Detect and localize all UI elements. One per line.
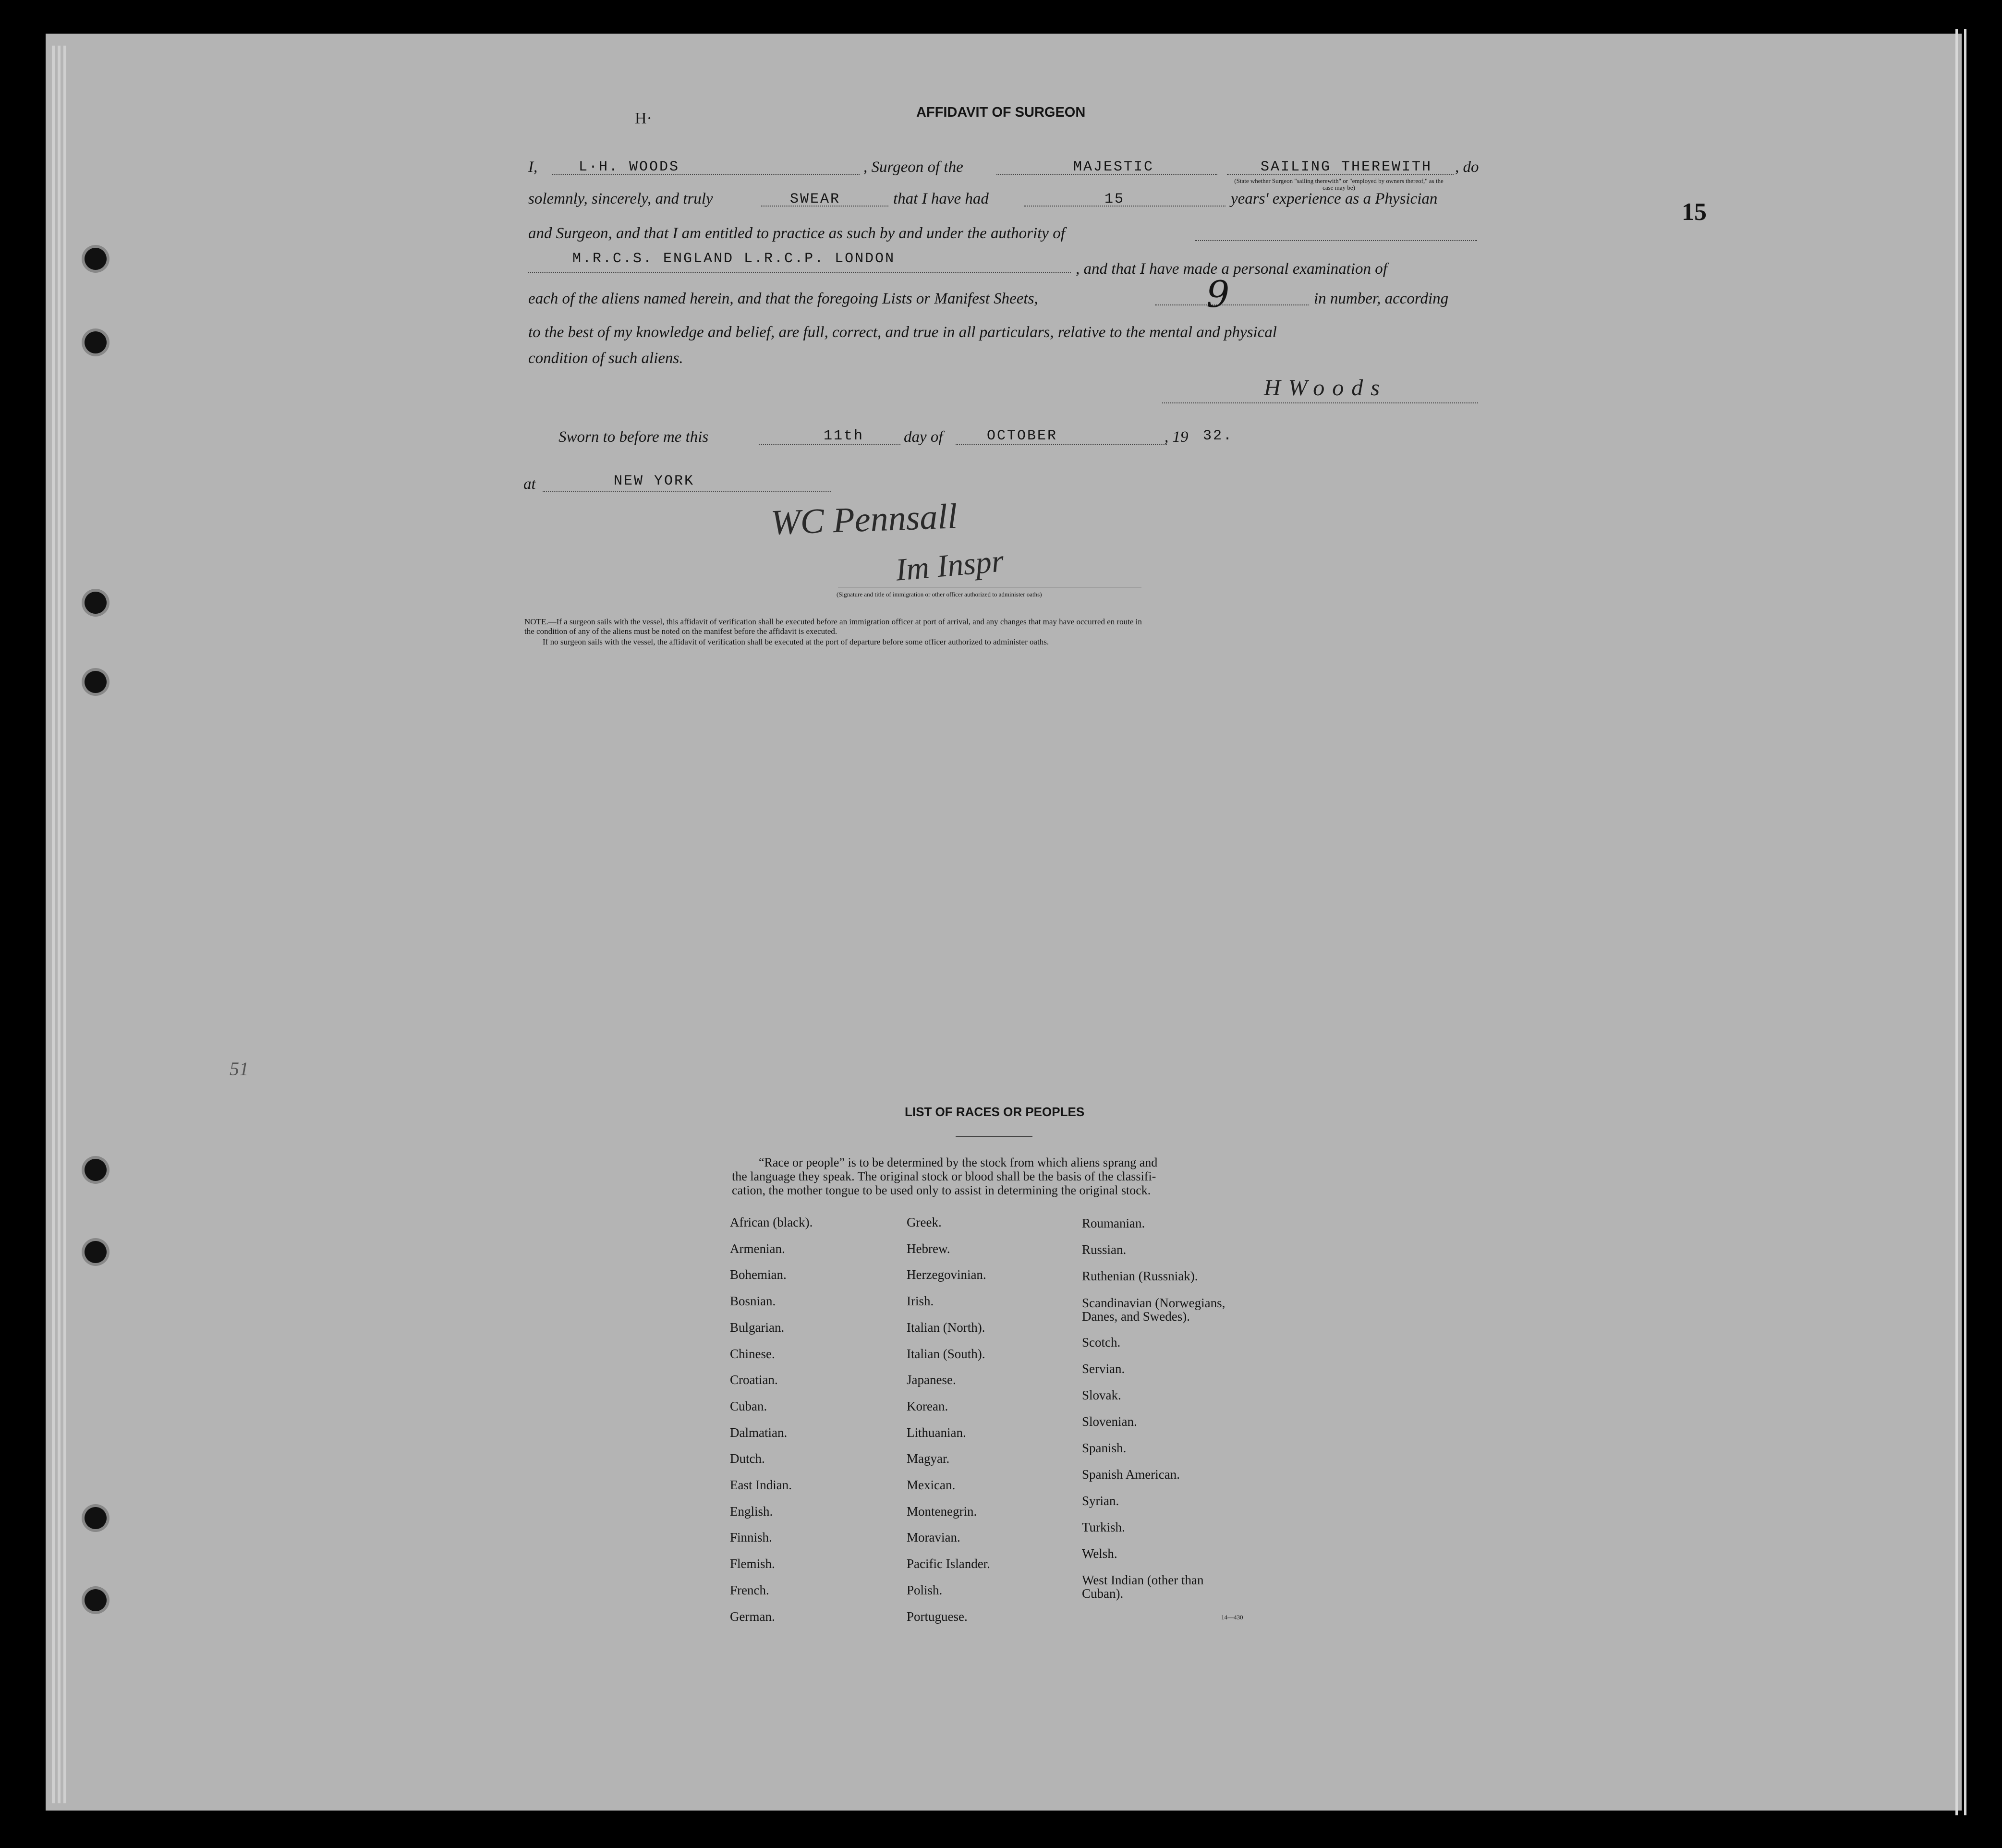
page-number: 15 [1682,198,1707,226]
label-i: I, [528,158,538,176]
races-intro-3: cation, the mother tongue to be used only to assist in determining the original stock. [732,1183,1151,1197]
place-line [543,491,831,492]
races-intro-1: “Race or people” is to be determined by the stock from which aliens sprang and [759,1155,1158,1169]
race-entry: Armenian. [730,1241,785,1256]
sailing-status: SAILING THEREWITH [1261,159,1432,175]
surgeon-signature-line [1162,402,1478,403]
race-entry: Danes, and Swedes). [1082,1309,1190,1324]
label-in-number: in number, according [1314,290,1449,307]
race-entry: Spanish. [1082,1441,1127,1455]
years: 15 [1104,191,1125,207]
race-entry: Hebrew. [907,1241,950,1256]
race-entry: East Indian. [730,1478,792,1492]
race-entry: Syrian. [1082,1494,1119,1508]
race-entry: Italian (North). [907,1320,985,1335]
race-entry: Dutch. [730,1451,765,1466]
oath: SWEAR [790,191,841,207]
page-edge [58,46,61,1803]
race-entry: Italian (South). [907,1346,985,1361]
punch-hole [85,671,107,693]
race-entry: Scandinavian (Norwegians, [1082,1296,1225,1310]
race-entry: German. [730,1609,775,1624]
race-entry: Polish. [907,1582,943,1597]
sworn-month: OCTOBER [987,428,1058,444]
officer-signature: WC Pennsall [770,497,958,543]
races-title: LIST OF RACES OR PEOPLES [905,1105,1085,1119]
sheets-count: 9 [1206,273,1230,316]
race-entry: English. [730,1504,773,1519]
race-entry: Slovenian. [1082,1414,1137,1429]
label-solemnly: solemnly, sincerely, and truly [528,190,713,207]
authority: M.R.C.S. ENGLAND L.R.C.P. LONDON [572,251,896,267]
race-entry: Bohemian. [730,1267,787,1282]
vessel-name: MAJESTIC [1073,159,1154,175]
label-at: at [523,475,536,493]
punch-hole [85,331,107,353]
affidavit-title: AFFIDAVIT OF SURGEON [916,105,1086,120]
race-entry: Roumanian. [1082,1216,1145,1230]
label-sworn: Sworn to before me this [558,428,709,446]
margin-note: 51 [230,1058,249,1080]
label-foregoing: each of the aliens named herein, and that the foregoing Lists or Manifest Sheets, [528,290,1038,307]
authority-line-2 [528,272,1071,273]
race-entry: Mexican. [907,1478,956,1492]
races-title-rule [956,1136,1032,1137]
punch-hole [85,1241,107,1263]
punch-hole [85,1159,107,1181]
race-entry: Cuban. [730,1398,767,1413]
race-entry: Herzegovinian. [907,1267,986,1282]
race-entry: Flemish. [730,1556,775,1571]
race-entry: French. [730,1582,769,1597]
race-entry: Magyar. [907,1451,950,1466]
surgeon-signature: HWoods [1264,375,1387,401]
officer-title: Im Inspr [894,543,1006,588]
race-entry: Turkish. [1082,1520,1125,1534]
surgeon-name: L·H. WOODS [579,159,680,175]
race-entry: Ruthenian (Russniak). [1082,1269,1198,1283]
race-entry: Japanese. [907,1373,956,1387]
label-authority: and Surgeon, and that I am entitled to practice as such by and under the authority of [528,225,1065,242]
race-entry: Bosnian. [730,1294,776,1309]
race-entry: Spanish American. [1082,1467,1180,1482]
race-entry: Montenegrin. [907,1504,977,1519]
page-edge [52,46,55,1803]
page-edge [63,46,66,1803]
race-entry: Portuguese. [907,1609,968,1624]
race-entry: Slovak. [1082,1388,1121,1402]
race-entry: Welsh. [1082,1546,1117,1561]
label-surgeon-of: , Surgeon of the [863,158,963,176]
form-number: 14—430 [1221,1614,1243,1621]
race-entry: Greek. [907,1215,942,1229]
label-best: to the best of my knowledge and belief, are full, correct, and true in all particulars, relative to the mental and physical [528,324,1277,341]
race-entry: Dalmatian. [730,1425,788,1440]
sailing-note: (State whether Surgeon "sailing therewith" or "employed by owners thereof," as the case may be) [1234,177,1444,191]
race-entry: West Indian (other than [1082,1573,1204,1587]
race-entry: Bulgarian. [730,1320,785,1335]
note-line-2: the condition of any of the aliens must be noted on the manifest before the affidavit is executed. [524,627,837,636]
race-entry: Servian. [1082,1362,1125,1376]
month-line [956,444,1167,445]
punch-hole [85,1589,107,1611]
letter-mark: H· [635,109,652,127]
punch-hole [85,592,107,614]
label-have-had: that I have had [893,190,989,207]
race-entry: Scotch. [1082,1335,1121,1350]
sworn-year: 32. [1203,428,1234,444]
label-years: years' experience as a Physician [1231,190,1438,207]
race-entry: Moravian. [907,1530,960,1545]
page-edge [1964,29,1966,1815]
place: NEW YORK [614,473,695,489]
race-entry: African (black). [730,1215,813,1229]
race-entry: Korean. [907,1398,948,1413]
race-entry: Lithuanian. [907,1425,966,1440]
note-line-1: NOTE.—If a surgeon sails with the vessel, this affidavit of verification shall be executed before an immigration officer at port of arrival, and any changes that may have occurred en route in [524,617,1142,626]
race-entry: Finnish. [730,1530,772,1545]
races-intro-2: the language they speak. The original stock or blood shall be the basis of the classifi- [732,1169,1156,1183]
sheets-line [1155,304,1309,305]
label-condition: condition of such aliens. [528,350,683,367]
race-entry: Cuban). [1082,1586,1124,1601]
punch-hole [85,1507,107,1529]
label-day-of: day of [904,428,943,446]
sworn-day: 11th [824,428,864,444]
punch-hole [85,248,107,270]
day-line [759,444,900,445]
label-year-prefix: , 19 [1165,428,1189,446]
race-entry: Chinese. [730,1346,775,1361]
race-entry: Russian. [1082,1242,1127,1257]
authority-line-1 [1195,240,1477,241]
race-entry: Irish. [907,1294,934,1309]
race-entry: Pacific Islander. [907,1556,990,1571]
label-examination: , and that I have made a personal examination of [1076,260,1387,278]
note-line-3: If no surgeon sails with the vessel, the affidavit of verification shall be executed at the port of departure before some officer authorized to administer oaths. [543,637,1049,646]
race-entry: Croatian. [730,1373,778,1387]
officer-caption: (Signature and title of immigration or other officer authorized to administer oaths) [837,591,1042,598]
label-do: , do [1455,158,1479,176]
page-edge [1955,29,1958,1815]
